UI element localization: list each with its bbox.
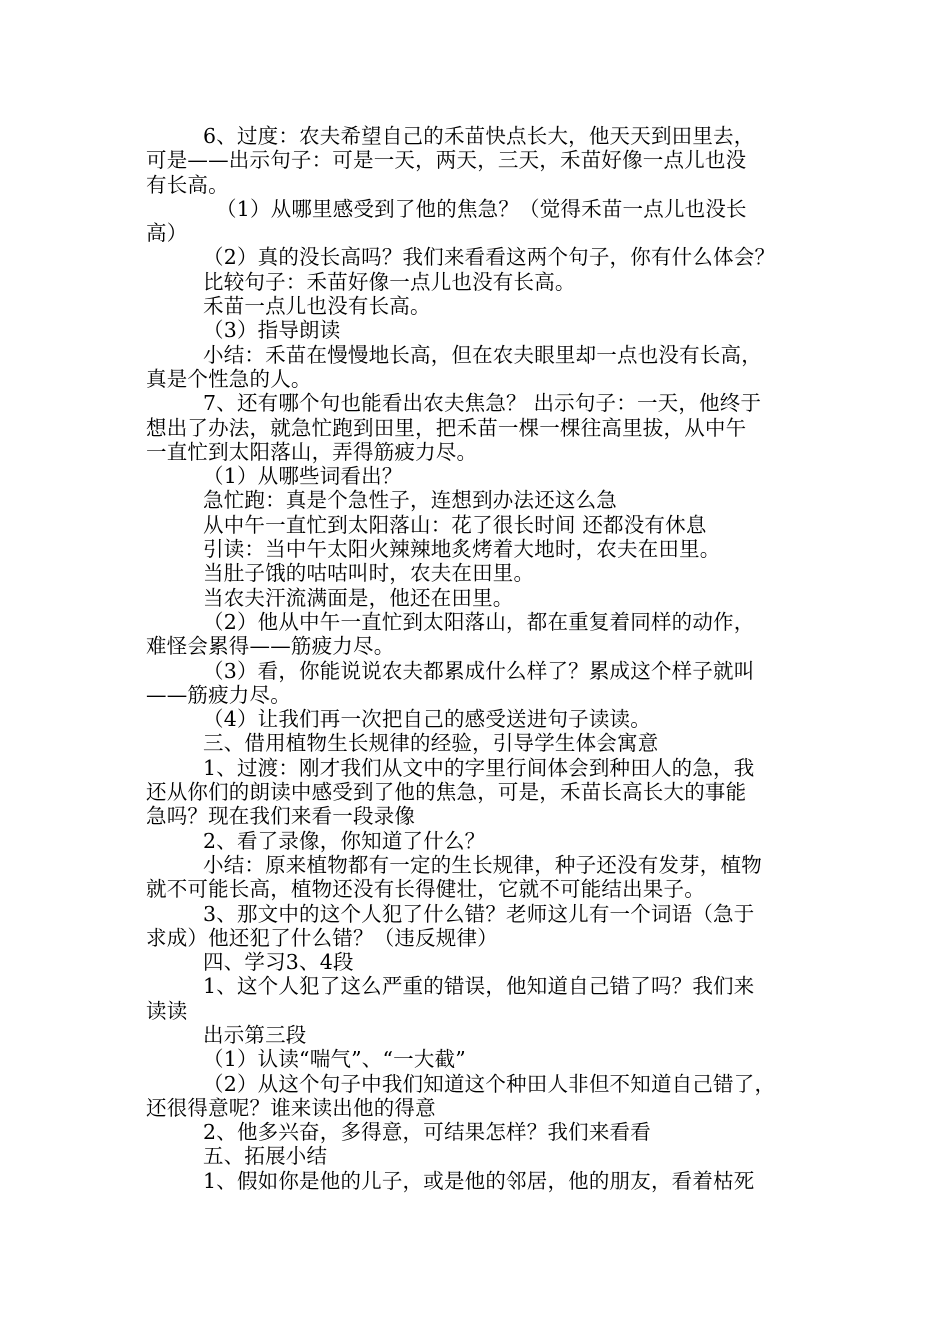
text-line: 想出了办法，就急忙跑到田里，把禾苗一棵一棵往高里拔，从中午 bbox=[146, 415, 747, 440]
text-line: （2）他从中午一直忙到太阳落山，都在重复着同样的动作， bbox=[203, 609, 755, 634]
text-line: 难怪会累得——筋疲力尽。 bbox=[146, 634, 395, 659]
text-line: 还很得意呢？谁来读出他的得意 bbox=[146, 1095, 436, 1120]
text-line: 就不可能长高，植物还没有长得健壮，它就不可能结出果子。 bbox=[146, 877, 705, 902]
text-line: 2、他多兴奋，多得意，可结果怎样？我们来看看 bbox=[203, 1120, 651, 1145]
text-line: 读读 bbox=[146, 998, 188, 1023]
text-line: （4）让我们再一次把自己的感受送进句子读读。 bbox=[203, 707, 651, 732]
text-line: 五、拓展小结 bbox=[203, 1144, 328, 1169]
text-line: （1）从哪些词看出？ bbox=[203, 464, 403, 489]
text-line: ——筋疲力尽。 bbox=[146, 682, 291, 707]
text-line: 1、假如你是他的儿子，或是他的邻居，他的朋友，看着枯死 bbox=[203, 1168, 755, 1193]
text-line: 1、这个人犯了这么严重的错误，他知道自己错了吗？我们来 bbox=[203, 974, 755, 999]
text-line: 高） bbox=[146, 221, 188, 246]
text-line: 可是——出示句子：可是一天，两天，三天，禾苗好像一点儿也没 bbox=[146, 148, 747, 173]
text-line: 急吗？现在我们来看一段录像 bbox=[146, 804, 416, 829]
text-line: 小结：原来植物都有一定的生长规律，种子还没有发芽，植物 bbox=[203, 852, 762, 877]
text-line: （2）真的没长高吗？我们来看看这两个句子，你有什么体会？ bbox=[203, 245, 776, 270]
text-line: （1）从哪里感受到了他的焦急？（觉得禾苗一点儿也没长 bbox=[216, 196, 747, 221]
text-line: 7、还有哪个句也能看出农夫焦急？ 出示句子：一天，他终于 bbox=[203, 391, 762, 416]
text-line: 比较句子：禾苗好像一点儿也没有长高。 bbox=[203, 269, 576, 294]
text-line: 禾苗一点儿也没有长高。 bbox=[203, 294, 431, 319]
text-line: 从中午一直忙到太阳落山：花了很长时间 还都没有休息 bbox=[203, 512, 707, 537]
text-line: 3、那文中的这个人犯了什么错？老师这儿有一个词语（急于 bbox=[203, 901, 755, 926]
document-body bbox=[146, 124, 810, 1193]
text-line: 1、过渡：刚才我们从文中的字里行间体会到种田人的急，我 bbox=[203, 755, 755, 780]
text-line: （3）看，你能说说农夫都累成什么样了？累成这个样子就叫 bbox=[203, 658, 755, 683]
text-line: 引读：当中午太阳火辣辣地炙烤着大地时，农夫在田里。 bbox=[203, 537, 721, 562]
text-line: 三、借用植物生长规律的经验，引导学生体会寓意 bbox=[203, 731, 659, 756]
text-line: 真是个性急的人。 bbox=[146, 366, 312, 391]
text-line: 求成）他还犯了什么错？（违反规律） bbox=[146, 925, 498, 950]
text-line: 当农夫汗流满面是，他还在田里。 bbox=[203, 585, 514, 610]
text-line: （2）从这个句子中我们知道这个种田人非但不知道自己错了， bbox=[203, 1071, 776, 1096]
text-line: 急忙跑：真是个急性子，连想到办法还这么急 bbox=[203, 488, 617, 513]
text-line: 6、过度：农夫希望自己的禾苗快点长大，他天天到田里去， bbox=[203, 124, 755, 148]
text-line: 2、看了录像，你知道了什么？ bbox=[203, 828, 486, 853]
text-line: （1）认读“喘气”、“一大截” bbox=[203, 1047, 466, 1072]
text-line: 当肚子饿的咕咕叫时，农夫在田里。 bbox=[203, 561, 535, 586]
text-line: 小结：禾苗在慢慢地长高，但在农夫眼里却一点也没有长高， bbox=[203, 342, 762, 367]
text-line: 四、学习3、4段 bbox=[203, 950, 354, 975]
text-line: 出示第三段 bbox=[203, 1022, 307, 1047]
text-line: 还从你们的朗读中感受到了他的焦急，可是，禾苗长高长大的事能 bbox=[146, 780, 747, 805]
text-line: 一直忙到太阳落山，弄得筋疲力尽。 bbox=[146, 439, 478, 464]
text-line: （3）指导朗读 bbox=[203, 318, 341, 343]
text-line: 有长高。 bbox=[146, 172, 229, 197]
